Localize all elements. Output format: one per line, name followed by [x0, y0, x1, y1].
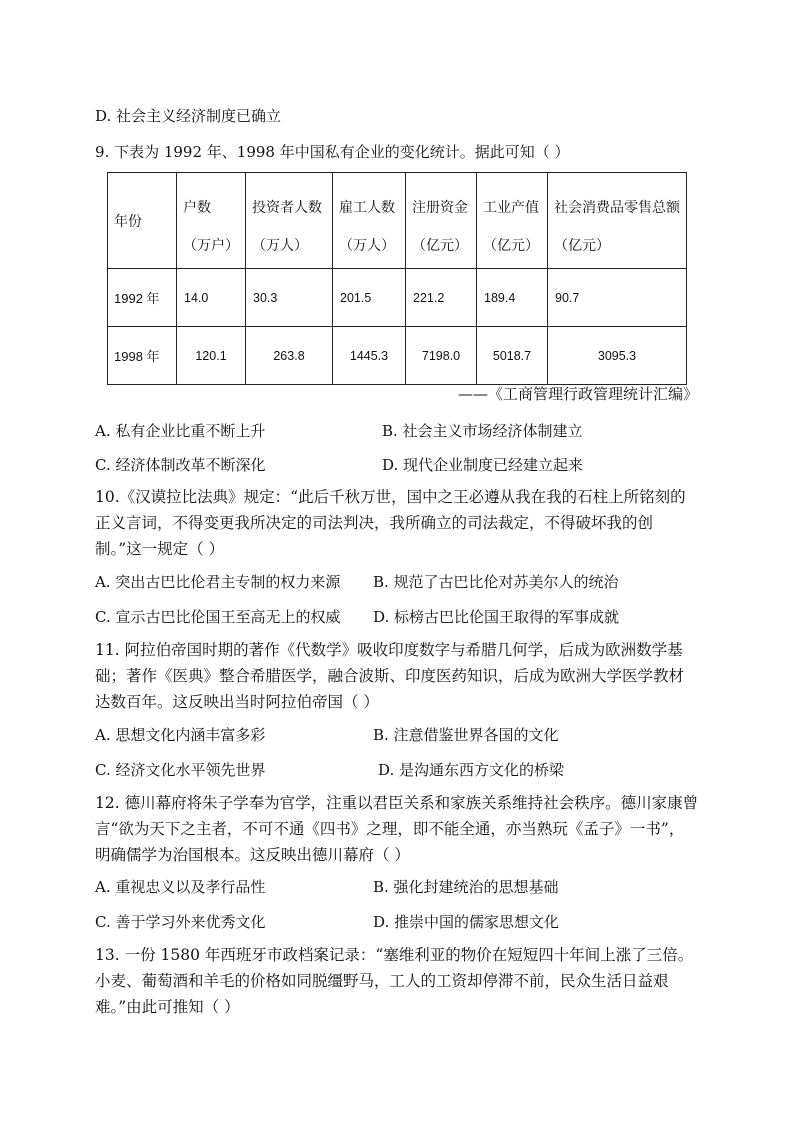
q12-option-b[interactable]: B. 强化封建统治的思想基础 — [373, 878, 559, 896]
table-row — [108, 269, 687, 327]
table-source: ——《工商管理行政管理统计汇编》 — [457, 385, 698, 403]
header-households-unit: （万户） — [183, 236, 239, 253]
table-cell: 189.4 — [477, 269, 548, 327]
header-capital — [406, 173, 477, 269]
q10-option-d[interactable]: D. 标榜古巴比伦国王取得的军事成就 — [373, 608, 620, 626]
header-employees — [333, 173, 406, 269]
row-year: 1998 年 — [108, 327, 177, 385]
header-employees-unit: （万人） — [339, 236, 395, 253]
header-capital-unit: （亿元） — [412, 236, 468, 253]
header-output-name: 工业产值 — [483, 198, 539, 215]
table-header-row — [108, 173, 687, 269]
header-investors-name: 投资者人数 — [252, 198, 322, 215]
q9-option-d[interactable]: D. 现代企业制度已经建立起来 — [382, 456, 584, 474]
header-investors — [246, 173, 333, 269]
table-cell: 14.0 — [177, 269, 246, 327]
q10-stem: 10.《汉谟拉比法典》规定：“此后千秋万世，国中之王必遵从我在我的石柱上所铭刻的正义言词，不得变更我所决定的司法判决，我所确立的司法裁定，不得破坏我的创制。”这一规定（ ） — [95, 488, 686, 558]
table-cell: 221.2 — [406, 269, 477, 327]
q9-option-a[interactable]: A. 私有企业比重不断上升 — [95, 422, 266, 440]
table-cell: 3095.3 — [548, 327, 687, 385]
q8-option-d: D. 社会主义经济制度已确立 — [95, 107, 282, 125]
q11-option-b[interactable]: B. 注意借鉴世界各国的文化 — [373, 726, 559, 744]
q11-option-d[interactable]: D. 是沟通东西方文化的桥梁 — [378, 761, 565, 779]
header-investors-unit: （万人） — [252, 236, 308, 253]
table-cell: 30.3 — [246, 269, 333, 327]
q10-option-b[interactable]: B. 规范了古巴比伦对苏美尔人的统治 — [373, 573, 619, 591]
table-cell: 263.8 — [246, 327, 333, 385]
header-retail-unit: （亿元） — [554, 236, 610, 253]
q11-option-a[interactable]: A. 思想文化内涵丰富多彩 — [95, 726, 266, 744]
q12-stem: 12. 德川幕府将朱子学奉为官学，注重以君臣关系和家族关系维持社会秩序。德川家康曾言“欲为天下之主者，不可不通《四书》之理，即不能全通，亦当熟玩《孟子》一书”，明确儒学为治国根本。这反映出德川幕府（ ） — [95, 794, 699, 864]
q9-option-c[interactable]: C. 经济体制改革不断深化 — [95, 456, 266, 474]
header-retail — [548, 173, 687, 269]
table-row — [108, 327, 687, 385]
q12-option-c[interactable]: C. 善于学习外来优秀文化 — [95, 913, 266, 931]
q12-option-d[interactable]: D. 推崇中国的儒家思想文化 — [373, 913, 560, 931]
q11-option-c[interactable]: C. 经济文化水平领先世界 — [95, 761, 266, 779]
table-cell: 120.1 — [177, 327, 246, 385]
private-enterprise-table — [107, 172, 687, 385]
header-employees-name: 雇工人数 — [339, 198, 395, 215]
table-cell: 5018.7 — [477, 327, 548, 385]
q12-option-a[interactable]: A. 重视忠义以及孝行品性 — [95, 878, 266, 896]
header-output-unit: （亿元） — [483, 236, 539, 253]
table-cell: 7198.0 — [406, 327, 477, 385]
q9-stem: 9. 下表为 1992 年、1998 年中国私有企业的变化统计。据此可知（ ） — [95, 143, 570, 161]
q9-option-b[interactable]: B. 社会主义市场经济体制建立 — [382, 422, 583, 440]
table-cell: 201.5 — [333, 269, 406, 327]
header-capital-name: 注册资金 — [412, 198, 468, 215]
header-year — [108, 173, 177, 269]
q13-stem: 13. 一份 1580 年西班牙市政档案记录：“塞维利亚的物价在短短四十年间上涨了三倍。小麦、葡萄酒和羊毛的价格如同脱缰野马，工人的工资却停滞不前，民众生活日益艰难。”由此可推知（ ） — [95, 946, 694, 1016]
table-cell: 1445.3 — [333, 327, 406, 385]
table-cell: 90.7 — [548, 269, 687, 327]
header-output — [477, 173, 548, 269]
header-year-label: 年份 — [114, 212, 142, 229]
header-retail-name: 社会消费品零售总额 — [554, 198, 680, 215]
q10-option-c[interactable]: C. 宣示古巴比伦国王至高无上的权威 — [95, 608, 341, 626]
header-households-name: 户数 — [183, 198, 211, 215]
header-households — [177, 173, 246, 269]
q11-stem: 11. 阿拉伯帝国时期的著作《代数学》吸收印度数字与希腊几何学，后成为欧洲数学基础；著作《医典》整合希腊医学，融合波斯、印度医药知识，后成为欧洲大学医学教材达数百年。这反映出当时阿拉伯帝国（ ） — [95, 641, 685, 711]
q10-option-a[interactable]: A. 突出古巴比伦君主专制的权力来源 — [95, 573, 341, 591]
row-year: 1992 年 — [108, 269, 177, 327]
